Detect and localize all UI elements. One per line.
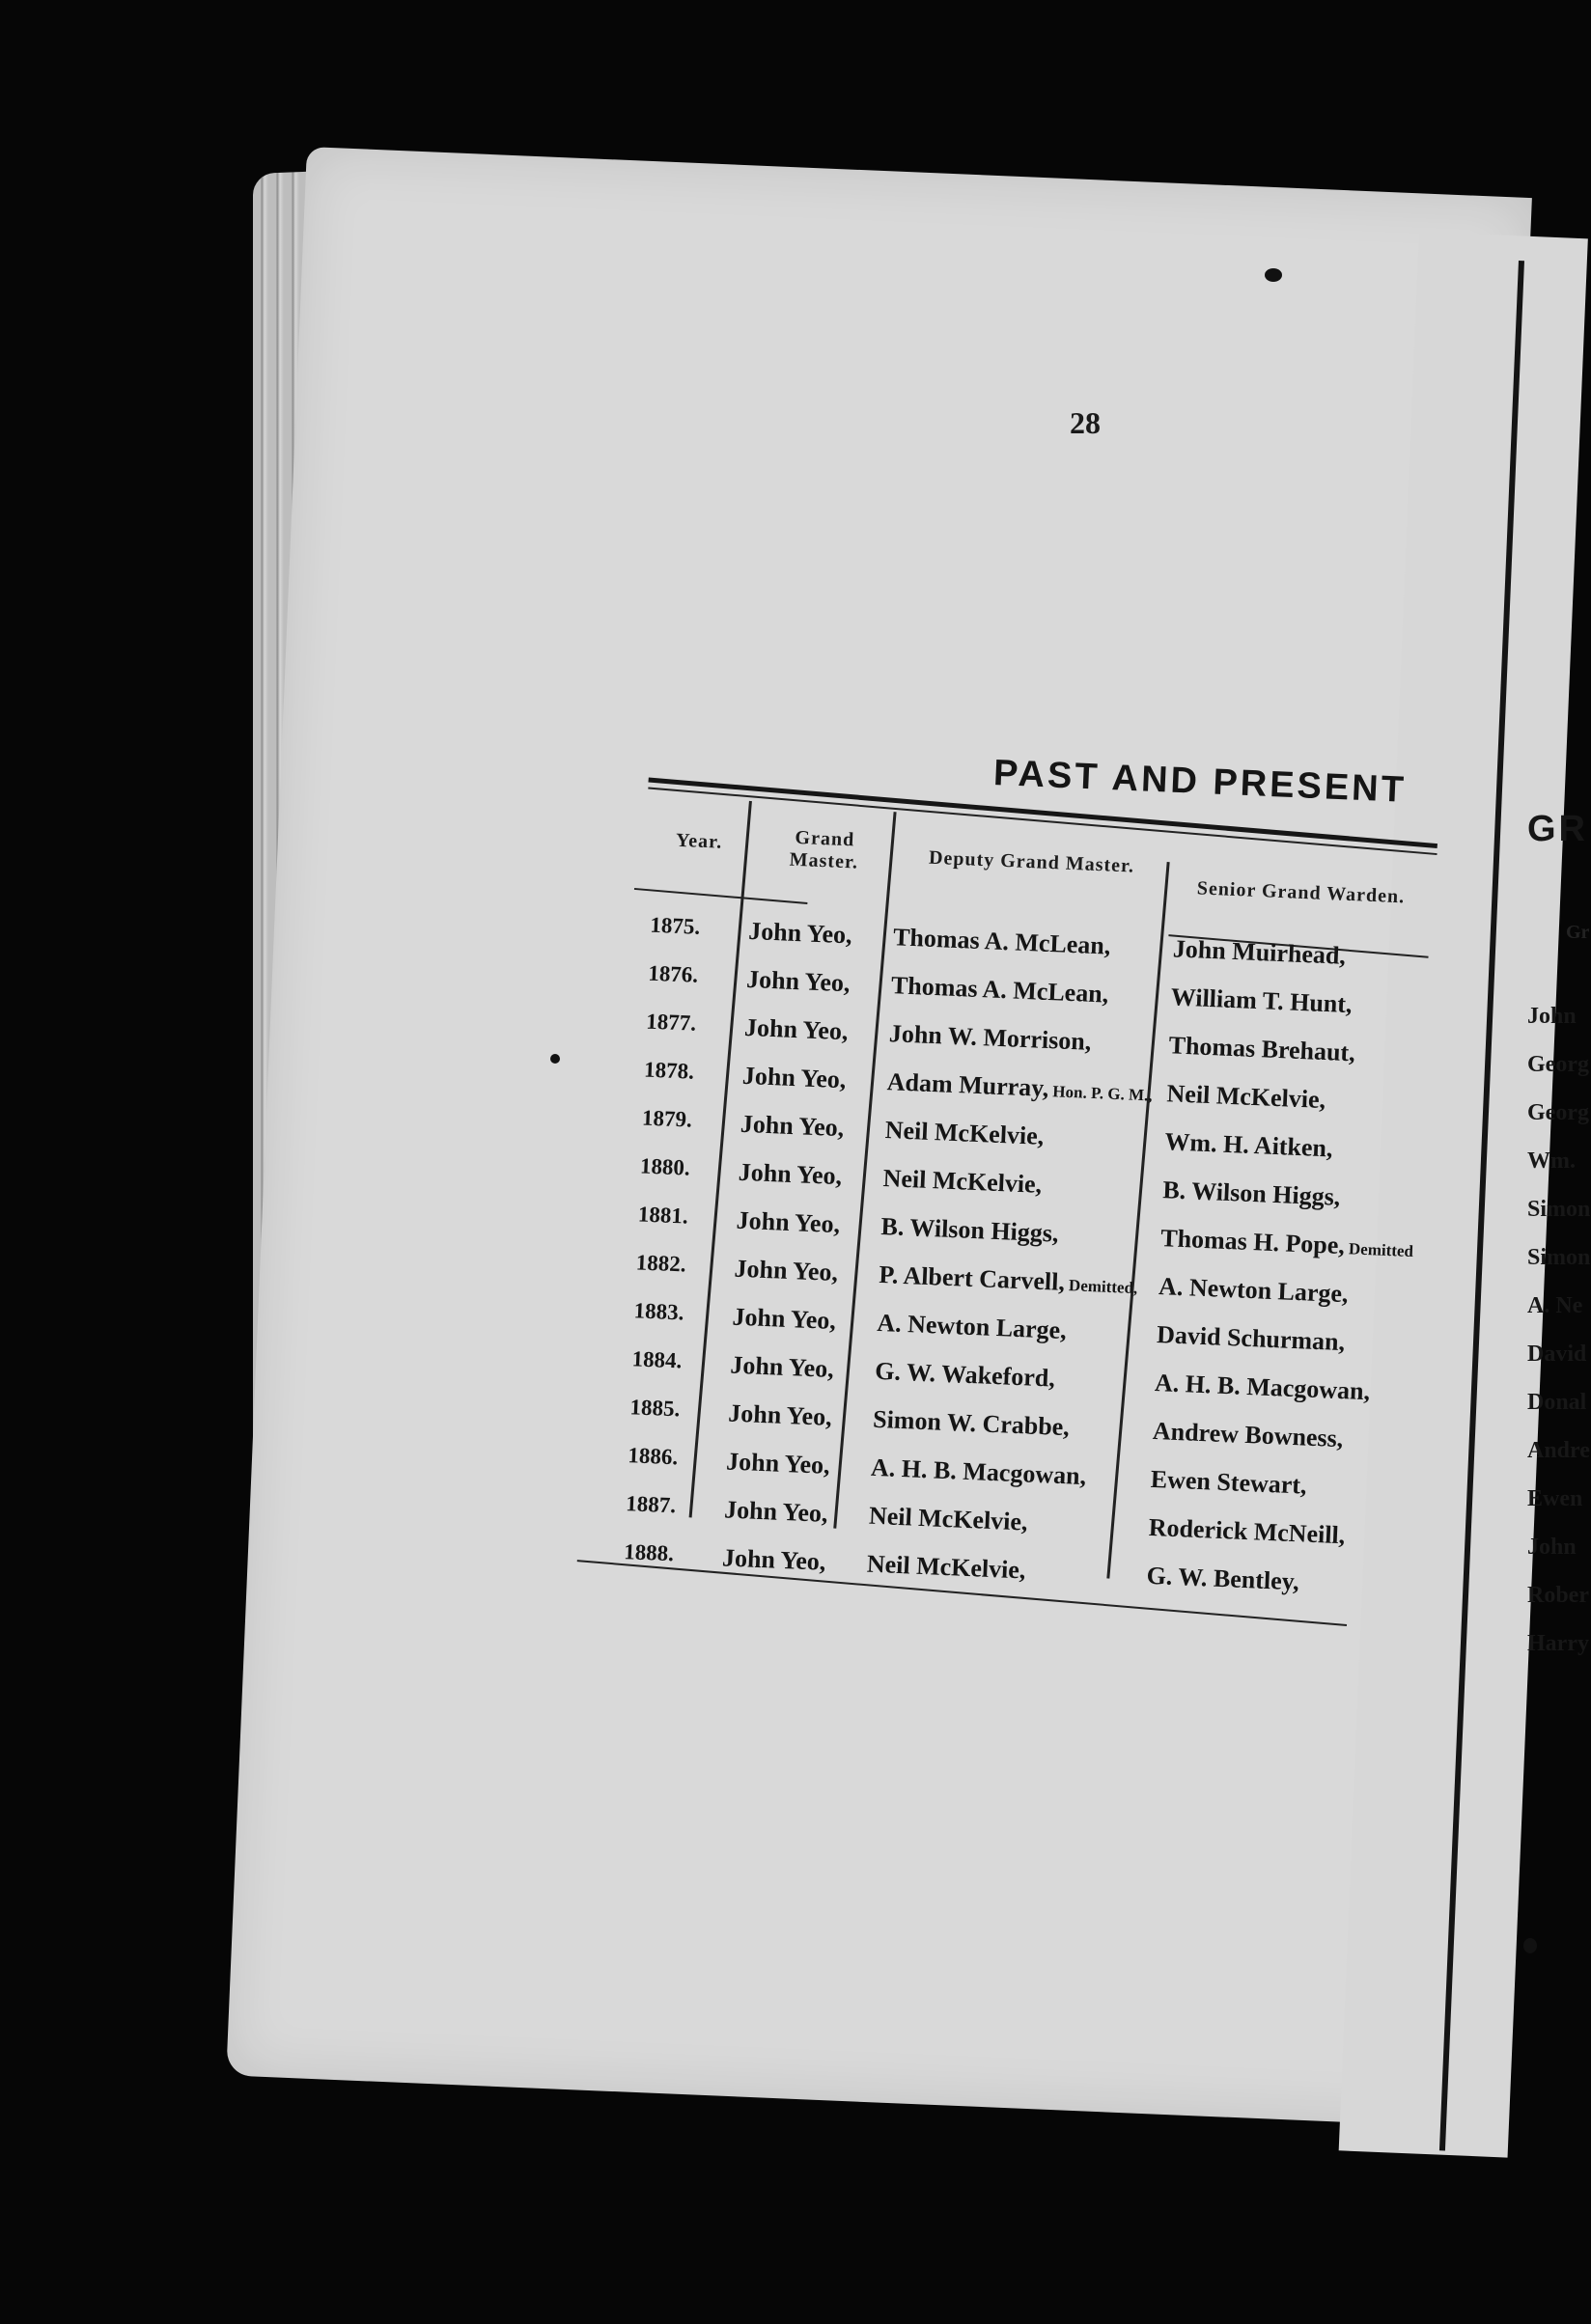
header-underline-left bbox=[634, 888, 808, 904]
table-row bbox=[613, 1346, 1371, 1406]
cell-year: 1888. bbox=[623, 1539, 675, 1566]
cell-deputy-grand-master: Adam Murray, Hon. P. G. M., bbox=[886, 1067, 1154, 1105]
cell-senior-grand-warden: Wm. H. Aitken, bbox=[1163, 1127, 1334, 1163]
cell-senior-grand-warden: B. Wilson Higgs, bbox=[1161, 1176, 1341, 1211]
table-row bbox=[629, 960, 1354, 1019]
right-page-name-fragment: Rober bbox=[1527, 1583, 1589, 1608]
cell-senior-grand-warden: Ewen Stewart, bbox=[1150, 1464, 1308, 1500]
cell-year: 1886. bbox=[627, 1443, 679, 1470]
right-page-name-fragment: Wm. bbox=[1527, 1148, 1576, 1174]
header-senior-grand-warden: Senior Grand Warden. bbox=[1196, 877, 1406, 908]
table-row bbox=[607, 1490, 1346, 1550]
right-page-name-fragment: Donal bbox=[1527, 1390, 1587, 1415]
cell-grand-master: John Yeo, bbox=[727, 1398, 833, 1431]
cell-year: 1882. bbox=[635, 1250, 687, 1277]
table-row bbox=[615, 1298, 1346, 1357]
cell-year: 1885. bbox=[629, 1395, 681, 1422]
table-row bbox=[628, 1009, 1356, 1067]
table-row bbox=[609, 1442, 1308, 1500]
cell-year: 1881. bbox=[637, 1202, 689, 1229]
cell-grand-master: John Yeo, bbox=[736, 1205, 841, 1239]
cell-deputy-grand-master: P. Albert Carvell, Demitted, bbox=[878, 1259, 1138, 1298]
cell-grand-master: John Yeo, bbox=[740, 1109, 845, 1143]
cell-senior-grand-warden: John Muirhead, bbox=[1172, 934, 1347, 970]
cell-year: 1878. bbox=[643, 1057, 695, 1084]
right-page-name-fragment: Simon bbox=[1527, 1245, 1591, 1270]
cell-senior-grand-warden: A. Newton Large, bbox=[1158, 1272, 1350, 1309]
cell-deputy-grand-master: Thomas A. McLean, bbox=[890, 971, 1109, 1009]
cell-deputy-grand-master-note: Demitted, bbox=[1064, 1275, 1138, 1298]
cell-deputy-grand-master: A. Newton Large, bbox=[876, 1308, 1068, 1345]
right-page-name-fragment: Georg bbox=[1527, 1052, 1589, 1077]
cell-grand-master: John Yeo, bbox=[747, 916, 853, 950]
table-title: PAST AND PRESENT bbox=[992, 753, 1408, 811]
cell-year: 1877. bbox=[645, 1009, 697, 1036]
header-deputy-grand-master: Deputy Grand Master. bbox=[928, 846, 1135, 877]
cell-deputy-grand-master: Neil McKelvie, bbox=[868, 1501, 1029, 1536]
cell-deputy-grand-master: John W. Morrison, bbox=[888, 1019, 1092, 1056]
cell-grand-master: John Yeo, bbox=[743, 1012, 850, 1046]
table-row bbox=[619, 1202, 1414, 1261]
cell-deputy-grand-master: G. W. Wakeford, bbox=[874, 1356, 1056, 1393]
cell-senior-grand-warden-note: Demitted bbox=[1344, 1239, 1414, 1261]
cell-grand-master: John Yeo, bbox=[741, 1061, 847, 1094]
cell-senior-grand-warden: Roderick McNeill, bbox=[1148, 1512, 1346, 1550]
table-row bbox=[621, 1153, 1341, 1211]
cell-deputy-grand-master: B. Wilson Higgs, bbox=[880, 1211, 1060, 1248]
right-page-name-fragment: Harry bbox=[1527, 1631, 1589, 1656]
right-page-name-fragment: John bbox=[1527, 1004, 1577, 1029]
cell-year: 1876. bbox=[647, 960, 699, 987]
header-grand-master: Grand Master. bbox=[789, 826, 859, 873]
cell-grand-master: John Yeo, bbox=[745, 964, 851, 998]
right-page-title-fragment: GR bbox=[1527, 809, 1588, 849]
ink-speck bbox=[1265, 268, 1282, 282]
cell-year: 1887. bbox=[625, 1491, 677, 1518]
cell-senior-grand-warden: William T. Hunt, bbox=[1170, 982, 1354, 1019]
cell-senior-grand-warden: Thomas H. Pope, Demitted bbox=[1159, 1224, 1414, 1261]
cell-deputy-grand-master-note: Hon. P. G. M., bbox=[1047, 1082, 1154, 1105]
cell-year: 1880. bbox=[639, 1153, 691, 1180]
cell-grand-master: John Yeo, bbox=[729, 1350, 835, 1384]
cell-senior-grand-warden: A. H. B. Macgowan, bbox=[1154, 1368, 1371, 1406]
cell-deputy-grand-master: Neil McKelvie, bbox=[866, 1549, 1027, 1585]
cell-senior-grand-warden: Neil McKelvie, bbox=[1166, 1079, 1326, 1115]
table-row bbox=[624, 1105, 1334, 1163]
cell-grand-master: John Yeo, bbox=[738, 1157, 843, 1191]
cell-grand-master: John Yeo, bbox=[734, 1254, 839, 1287]
cell-senior-grand-warden: Andrew Bowness, bbox=[1152, 1416, 1344, 1453]
right-page-name-fragment: John bbox=[1527, 1535, 1577, 1560]
right-page-name-fragment: David bbox=[1527, 1342, 1587, 1367]
cell-senior-grand-warden: Thomas Brehaut, bbox=[1168, 1031, 1356, 1067]
cell-year: 1879. bbox=[641, 1105, 693, 1132]
cell-year: 1883. bbox=[633, 1298, 684, 1325]
cell-grand-master: John Yeo, bbox=[721, 1543, 826, 1576]
table-row bbox=[626, 1057, 1326, 1115]
ink-speck bbox=[1523, 1938, 1537, 1953]
right-page-name-fragment: Simon bbox=[1527, 1197, 1591, 1222]
cell-deputy-grand-master: Simon W. Crabbe, bbox=[872, 1404, 1071, 1442]
right-page-name-fragment: Andre bbox=[1527, 1438, 1590, 1463]
cell-year: 1884. bbox=[631, 1346, 683, 1373]
cell-deputy-grand-master: Thomas A. McLean, bbox=[892, 923, 1111, 960]
table-row bbox=[617, 1250, 1350, 1309]
right-page-name-fragment: A. Ne bbox=[1527, 1293, 1583, 1318]
cell-senior-grand-warden: G. W. Bentley, bbox=[1146, 1561, 1300, 1596]
right-page-column-header-fragment: Gr bbox=[1566, 922, 1590, 943]
cell-senior-grand-warden: David Schurman, bbox=[1156, 1320, 1346, 1357]
cell-deputy-grand-master: Neil McKelvie, bbox=[884, 1116, 1045, 1150]
page-number: 28 bbox=[1070, 405, 1101, 440]
header-year: Year. bbox=[675, 829, 723, 853]
cell-deputy-grand-master: Neil McKelvie, bbox=[882, 1164, 1043, 1199]
right-page-name-fragment: Georg bbox=[1527, 1100, 1589, 1125]
cell-grand-master: John Yeo, bbox=[731, 1302, 837, 1336]
cell-grand-master: John Yeo, bbox=[723, 1495, 829, 1528]
ink-speck bbox=[550, 1054, 560, 1064]
cell-grand-master: John Yeo, bbox=[725, 1447, 831, 1480]
cell-year: 1875. bbox=[649, 912, 701, 939]
cell-deputy-grand-master: A. H. B. Macgowan, bbox=[870, 1452, 1087, 1491]
right-page-names-fragment bbox=[1527, 1004, 1591, 1679]
table-row bbox=[611, 1394, 1344, 1453]
officers-table bbox=[602, 820, 1466, 1674]
table-row bbox=[631, 912, 1347, 970]
right-page-name-fragment: Ewen bbox=[1527, 1486, 1583, 1511]
